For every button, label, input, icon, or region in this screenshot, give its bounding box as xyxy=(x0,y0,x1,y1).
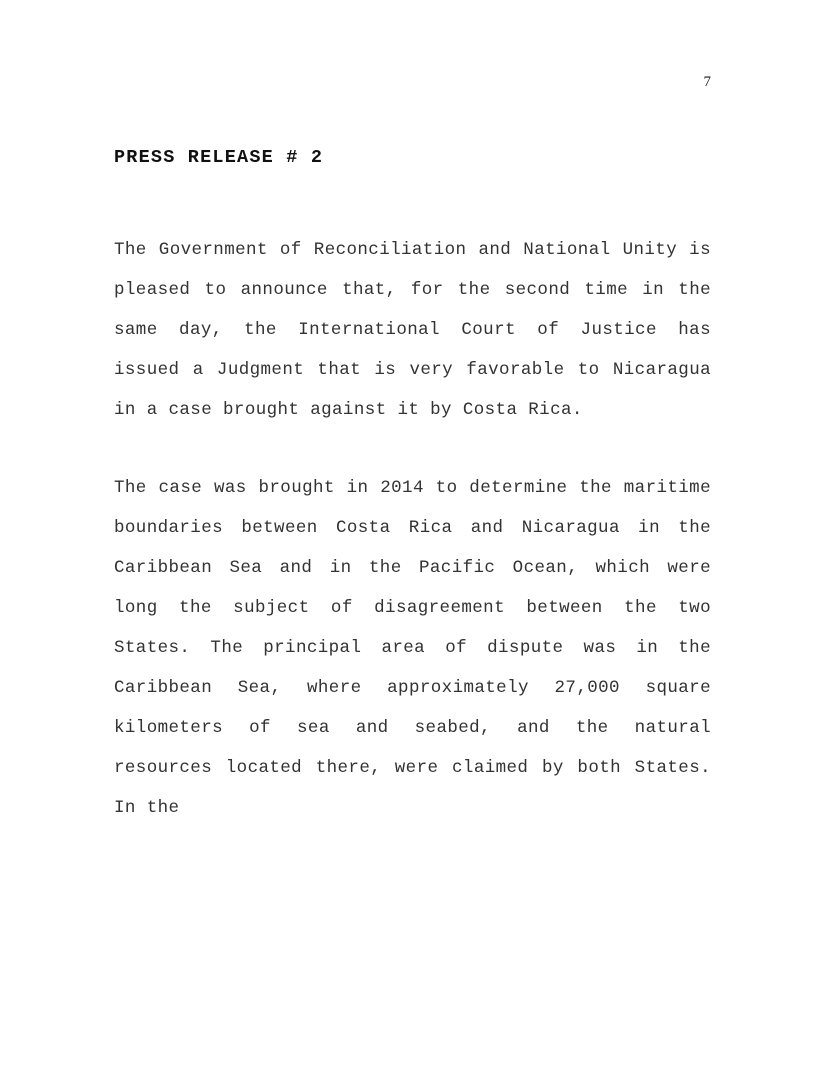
page-number: 7 xyxy=(703,74,711,90)
paragraph-1: The Government of Reconciliation and National Unity is pleased to announce that, for the second time in the same day, the International Court of Justice has issued a Judgment that is very favorable to Nicaragua in a case brought against it by Costa Rica. xyxy=(114,239,711,420)
page-title: PRESS RELEASE # 2 xyxy=(114,147,324,168)
document-body xyxy=(114,144,711,828)
paragraph-2: The case was brought in 2014 to determine the maritime boundaries between Costa Rica and Nicaragua in the Caribbean Sea and in the Pacific Ocean, which were long the subject of disagreement between the two States. The principal area of dispute was in the Caribbean Sea, where approximately 27,000 square kilometers of sea and seabed, and the natural resources located there, were claimed by both States. In the xyxy=(114,477,711,818)
